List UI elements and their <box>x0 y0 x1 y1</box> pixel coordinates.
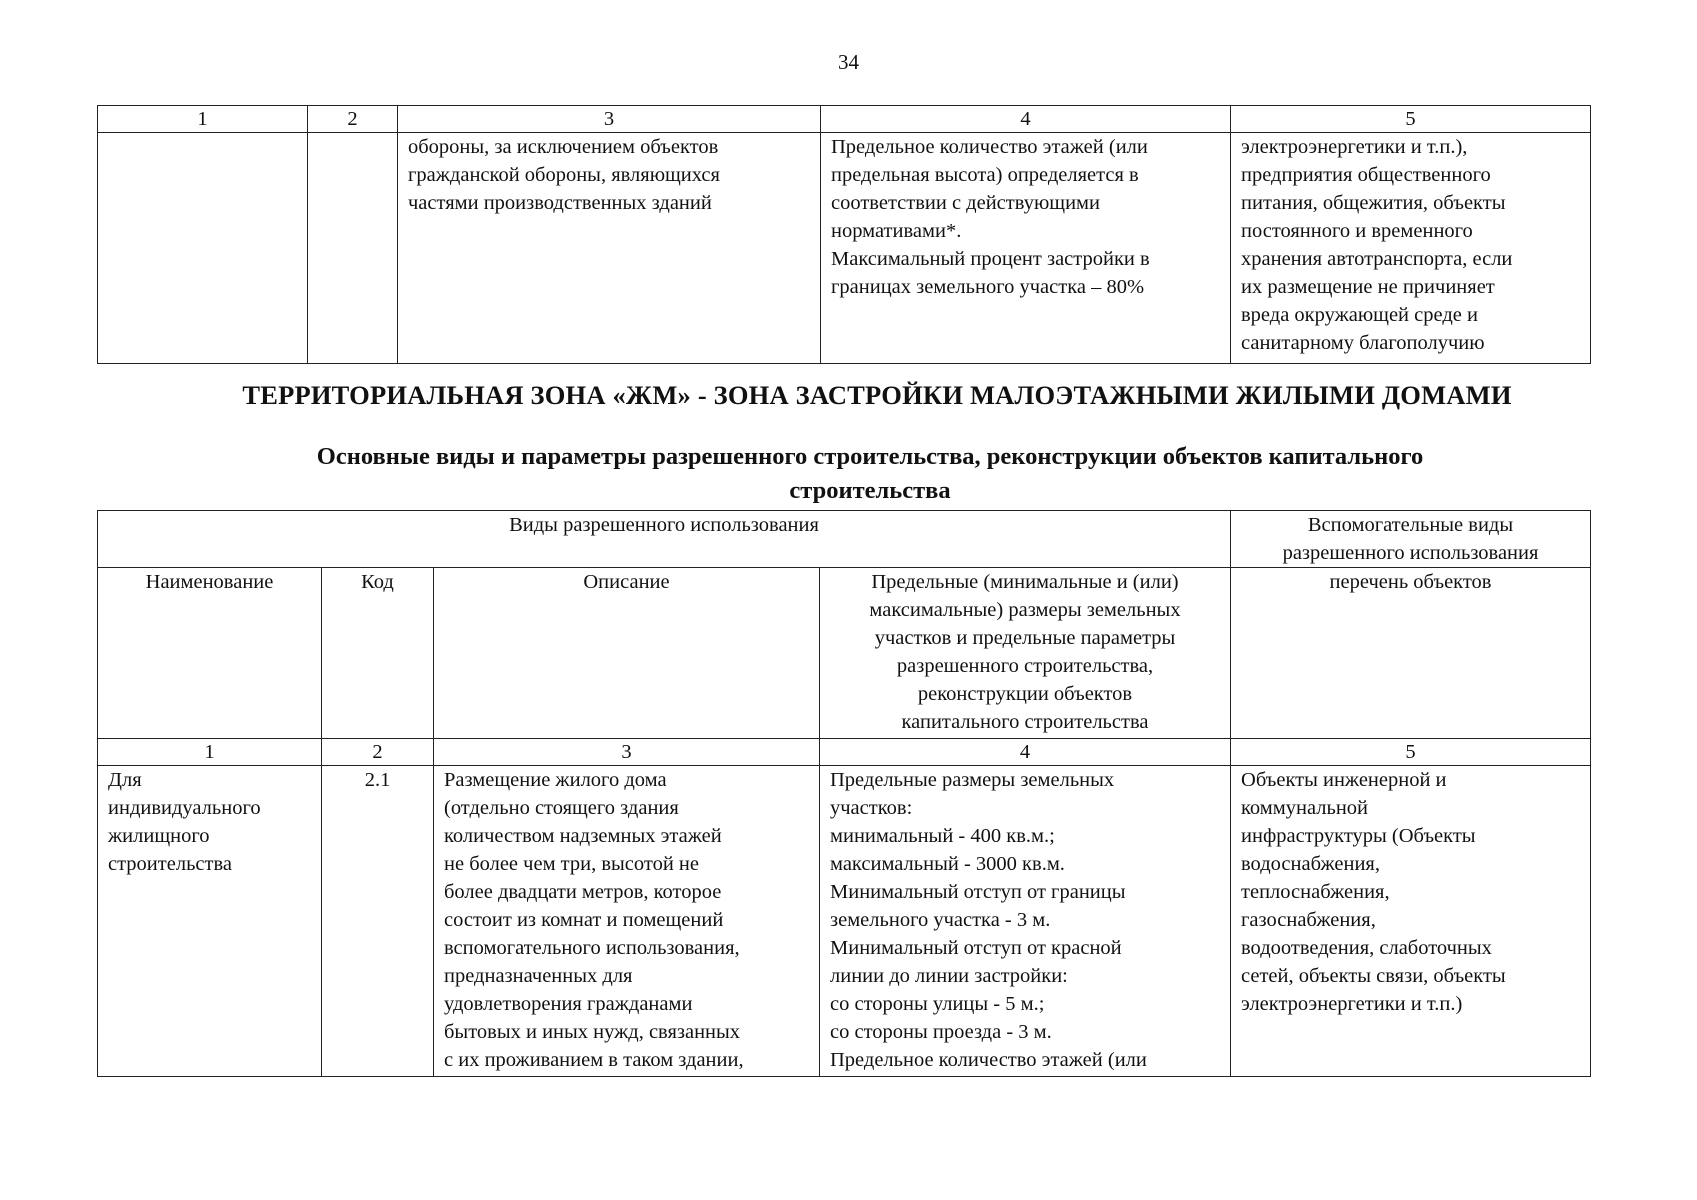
cell-code <box>308 133 398 364</box>
column-header-row <box>98 568 1591 739</box>
table-row <box>98 133 1591 364</box>
header-limits: Предельные (минимальные и (или) максимальные) размеры земельных участков и предельные параметры разрешенного строительства, реконструкции объектов капитального строительства <box>820 568 1231 739</box>
cell-description: Размещение жилого дома (отдельно стоящего здания количеством надземных этажей не более чем три, высотой не более двадцати метров, которое состоит из комнат и помещений вспомогательного использования, предназначенных для удовлетворения гражданами бытовых и иных нужд, связанных с их проживанием в таком здании, <box>434 766 820 1077</box>
continuation-table <box>97 105 1591 364</box>
cell-objects: Объекты инженерной и коммунальной инфраструктуры (Объекты водоснабжения, теплоснабжения, газоснабжения, водоотведения, слаботочных сетей, объекты связи, объекты электроэнергетики и т.п.) <box>1231 766 1591 1077</box>
column-number: 3 <box>398 106 821 133</box>
group-header-row <box>98 511 1591 568</box>
cell-name <box>98 133 308 364</box>
header-code: Код <box>322 568 434 739</box>
column-number: 3 <box>434 739 820 766</box>
header-description: Описание <box>434 568 820 739</box>
column-number: 2 <box>322 739 434 766</box>
column-number: 1 <box>98 739 322 766</box>
cell-objects: электроэнергетики и т.п.), предприятия общественного питания, общежития, объекты постоянного и временного хранения автотранспорта, если их размещение не причиняет вреда окружающей среде и санитарному благополучию <box>1231 133 1591 364</box>
header-name: Наименование <box>98 568 322 739</box>
cell-limits: Предельное количество этажей (или предельная высота) определяется в соответствии с действующими нормативами*. Максимальный процент застройки в границах земельного участка – 80% <box>821 133 1231 364</box>
auxiliary-uses-header: Вспомогательные виды разрешенного использования <box>1231 511 1591 568</box>
table-row <box>98 766 1591 1077</box>
section-title: Основные виды и параметры разрешенного строительства, реконструкции объектов капитального строительства <box>316 443 1424 504</box>
column-number: 4 <box>820 739 1231 766</box>
column-number: 2 <box>308 106 398 133</box>
column-number-row <box>98 739 1591 766</box>
page-number: 34 <box>838 50 859 74</box>
column-number: 5 <box>1231 106 1591 133</box>
column-number: 4 <box>821 106 1231 133</box>
zone-table <box>97 510 1591 1077</box>
header-objects: перечень объектов <box>1231 568 1591 739</box>
zone-title: ТЕРРИТОРИАЛЬНАЯ ЗОНА «ЖМ» - ЗОНА ЗАСТРОЙКИ МАЛОЭТАЖНЫМИ ЖИЛЫМИ ДОМАМИ <box>242 380 1512 410</box>
column-number: 1 <box>98 106 308 133</box>
permitted-uses-header: Виды разрешенного использования <box>98 511 1231 568</box>
cell-name: Для индивидуального жилищного строительства <box>98 766 322 1077</box>
cell-limits: Предельные размеры земельных участков: минимальный - 400 кв.м.; максимальный - 3000 кв.м. Минимальный отступ от границы земельного участка - 3 м. Минимальный отступ от красной линии до линии застройки: со стороны улицы - 5 м.; со стороны проезда - 3 м. Предельное количество этажей (или <box>820 766 1231 1077</box>
cell-description: обороны, за исключением объектов гражданской обороны, являющихся частями производственных зданий <box>398 133 821 364</box>
column-number-row <box>98 106 1591 133</box>
cell-code: 2.1 <box>322 766 434 1077</box>
column-number: 5 <box>1231 739 1591 766</box>
